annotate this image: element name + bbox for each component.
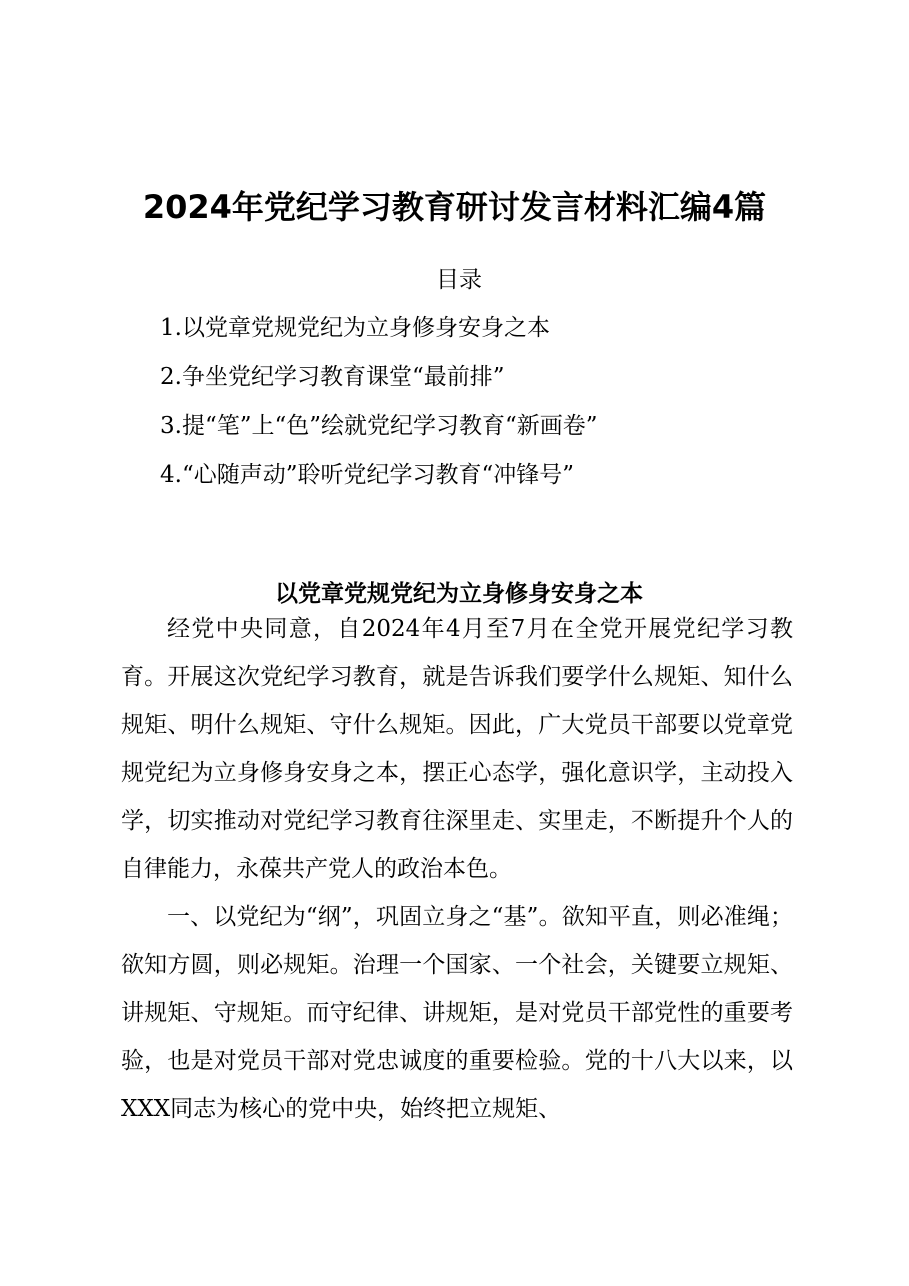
toc-item-2: 2.争坐党纪学习教育课堂“最前排” <box>160 364 505 390</box>
toc-heading: 目录 <box>436 267 482 293</box>
body-paragraph-1: 经党中央同意，自2024年4月至7月在全党开展党纪学习教育。开展这次党纪学习教育，就是告诉我们要学什么规矩、知什么规矩、明什么规矩、守什么规矩。因此，广大党员干部要以党章党规党纪为立身修身安身之本，摆正心态学，强化意识学，主动投入学，切实推动对党纪学习教育往深里走、实里走，不断提升个人的自律能力，永葆共产党人的政治本色。 <box>121 616 793 882</box>
document-title: 2024年党纪学习教育研讨发言材料汇编4篇 <box>142 188 767 227</box>
toc-list <box>160 310 840 506</box>
toc-item-4: 4.“心随声动”聆听党纪学习教育“冲锋号” <box>160 462 574 488</box>
toc-item-1: 1.以党章党规党纪为立身修身安身之本 <box>160 315 550 341</box>
section-body <box>121 605 793 1133</box>
section-title: 以党章党规党纪为立身修身安身之本 <box>275 580 643 608</box>
toc-item-3: 3.提“笔”上“色”绘就党纪学习教育“新画卷” <box>160 413 598 439</box>
body-paragraph-2: 一、以党纪为“纲”，巩固立身之“基”。欲知平直，则必准绳；欲知方圆，则必规矩。治理一个国家、一个社会，关键要立规矩、讲规矩、守规矩。而守纪律、讲规矩，是对党员干部党性的重要考验，也是对党员干部对党忠诚度的重要检验。党的十八大以来，以XXX同志为核心的党中央，始终把立规矩、 <box>121 904 793 1122</box>
